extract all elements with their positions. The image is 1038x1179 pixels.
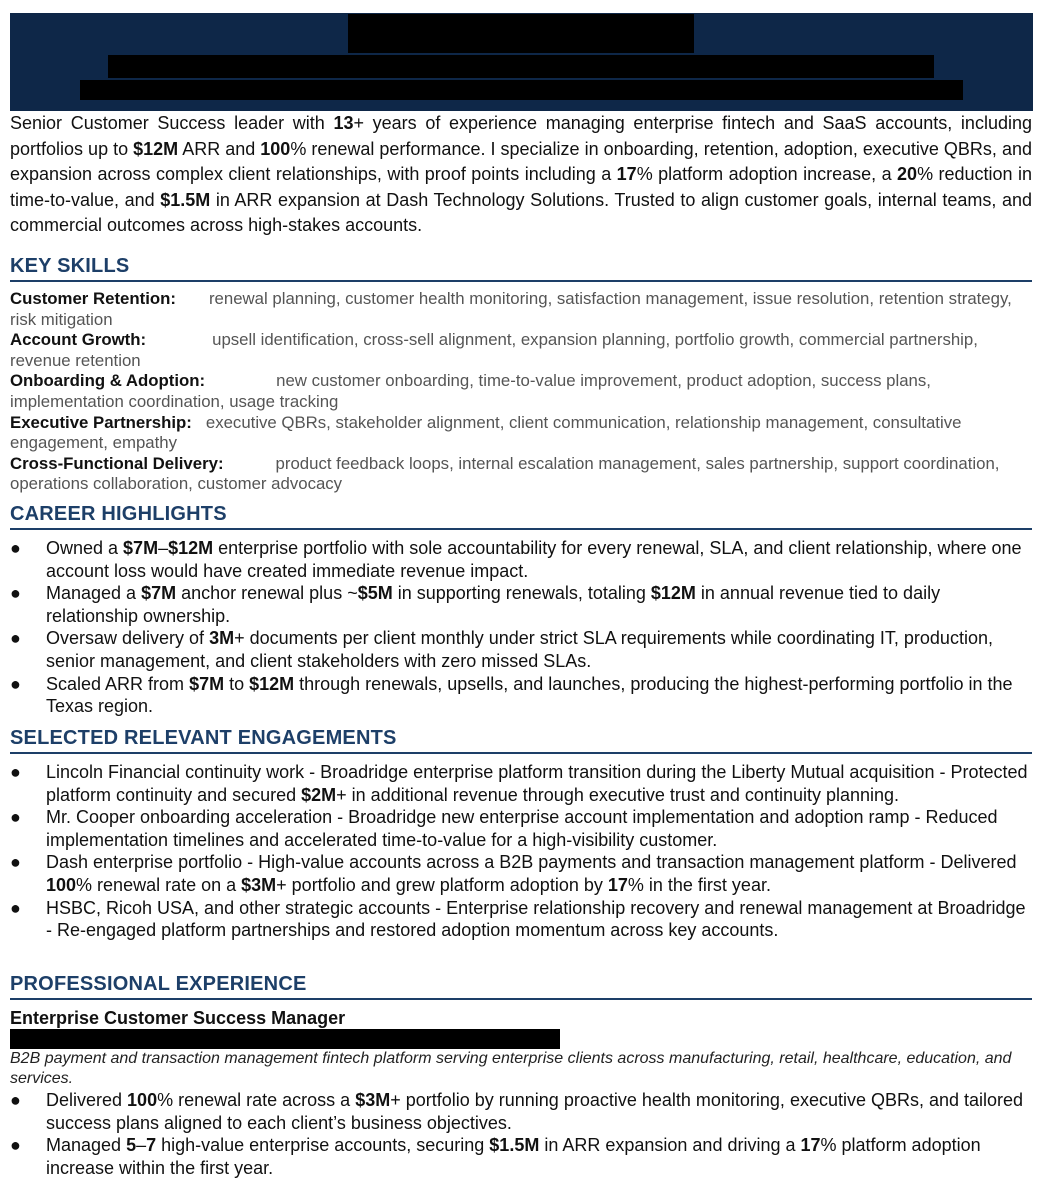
emphasis-text: $7M (189, 673, 225, 694)
list-item (10, 673, 1032, 718)
emphasis-text: $12M (650, 583, 696, 604)
skill-value: executive QBRs, stakeholder alignment, client communication, relationship management, consultative engagement, empathy (10, 412, 962, 453)
text-run: ARR and (178, 138, 261, 159)
emphasis-text: 3M (209, 628, 235, 649)
skill-label: Onboarding & Adoption: (10, 371, 206, 391)
text-run: Managed (46, 1135, 127, 1156)
text-run: + years of experience managing enterprise fintech and SaaS accounts, including portfolios up to (10, 113, 1032, 159)
text-run: % in the first year. (627, 874, 771, 895)
list-item (10, 582, 1032, 627)
text-run: – (136, 1135, 147, 1156)
list-item (10, 1134, 1032, 1179)
emphasis-text: 100 (260, 138, 291, 159)
emphasis-text: $2M (301, 784, 337, 805)
emphasis-text: $1.5M (489, 1135, 540, 1156)
section-key-skills: KEY SKILLS (10, 253, 1032, 282)
emphasis-text: $5M (357, 583, 393, 604)
text-run: in ARR expansion and driving a (539, 1135, 801, 1156)
emphasis-text: 5 (126, 1135, 137, 1156)
emphasis-text: $12M (168, 538, 214, 558)
redacted-employer (10, 1029, 560, 1049)
skill-value: product feedback loops, internal escalation management, sales partnership, support coordination, operations collaboration, customer advocacy (10, 453, 1000, 494)
engagements-list (10, 761, 1032, 942)
text-run: Delivered (46, 1090, 128, 1110)
emphasis-text: $3M (355, 1090, 391, 1110)
emphasis-text: 17 (616, 164, 637, 185)
text-run: % platform adoption increase, a (636, 164, 898, 185)
emphasis-text: 100 (46, 874, 77, 895)
text-run: in supporting renewals, totaling (392, 583, 651, 604)
text-run: high-value enterprise accounts, securing (156, 1135, 490, 1156)
text-run: Oversaw delivery of (46, 628, 210, 649)
text-run: % renewal rate across a (157, 1090, 356, 1110)
emphasis-text: 13 (333, 113, 354, 133)
text-run: in annual revenue tied to daily relationship ownership. (46, 583, 941, 626)
list-item (10, 806, 1032, 851)
skill-value: new customer onboarding, time-to-value improvement, product adoption, success plans, implementation coordination, usage tracking (10, 371, 931, 411)
text-run: Managed a (46, 583, 142, 604)
section-career-highlights: CAREER HIGHLIGHTS (10, 501, 1032, 530)
section-selected-engagements: SELECTED RELEVANT ENGAGEMENTS (10, 725, 1032, 754)
text-run: + documents per client monthly under strict SLA requirements while coordinating IT, production, senior management, and client stakeholders with zero missed SLAs. (46, 628, 993, 671)
skill-value: renewal planning, customer health monitoring, satisfaction management, issue resolution, retention strategy, risk mitigation (10, 289, 1012, 329)
bullet-icon: ● (10, 583, 21, 604)
summary-paragraph (10, 111, 1032, 239)
emphasis-text: $12M (133, 138, 179, 159)
emphasis-text: $7M (141, 583, 177, 604)
emphasis-text: $7M (123, 538, 159, 558)
emphasis-text: $12M (249, 673, 295, 694)
skill-value: upsell identification, cross-sell alignment, expansion planning, portfolio growth, commercial partnership, revenue retention (10, 330, 978, 370)
list-item (10, 897, 1032, 942)
skill-label: Cross-Functional Delivery: (10, 453, 224, 473)
text-run: + portfolio and grew platform adoption by (276, 874, 608, 895)
bullet-icon: ● (10, 807, 21, 828)
text-run: in ARR expansion at Dash Technology Solutions. Trusted to align customer goals, internal teams, and commercial outcomes across high-stakes accounts. (10, 189, 1032, 236)
text-run: % platform adoption increase within the first year. (46, 1135, 981, 1178)
skill-label: Customer Retention: (10, 289, 176, 308)
text-run: enterprise portfolio with sole accountability for every renewal, SLA, and client relationship, where one account loss would have created immediate revenue impact. (46, 538, 1022, 581)
emphasis-text: 20 (897, 164, 918, 185)
text-run: + portfolio by running proactive health monitoring, executive QBRs, and tailored success plans aligned to each client’s business objectives. (46, 1090, 1024, 1133)
section-professional-experience: PROFESSIONAL EXPERIENCE (10, 971, 1032, 1000)
skill-label: Executive Partnership: (10, 412, 192, 432)
text-run: – (158, 538, 169, 558)
bullet-icon: ● (10, 762, 21, 782)
experience-bullets (10, 1089, 1032, 1179)
emphasis-text: 17 (607, 874, 628, 895)
skills-list (10, 289, 1032, 495)
redacted-headline (108, 55, 934, 78)
job-title: Enterprise Customer Success Manager (10, 1008, 346, 1028)
header-band (10, 13, 1033, 111)
list-item (10, 1089, 1032, 1134)
list-item (10, 627, 1032, 672)
highlights-list (10, 537, 1032, 718)
text-run: + in additional revenue through executive trust and continuity planning. (336, 784, 900, 805)
text-run: % renewal performance. I specialize in onboarding, retention, adoption, executive QBRs, and expansion across complex client relationships, with proof points including a (10, 138, 1032, 185)
bullet-icon: ● (10, 673, 21, 694)
text-run: % reduction in time-to-value, and (10, 164, 1032, 210)
text-run: Mr. Cooper onboarding acceleration - Broadridge new enterprise account implementation and adoption ramp - Reduced implementation timelines and accelerated time-to-value for a high-visibility customer. (46, 807, 998, 850)
skill-row (10, 454, 1032, 495)
text-run: through renewals, upsells, and launches, producing the highest-performing portfolio in the Texas region. (46, 673, 1013, 717)
emphasis-text: 7 (146, 1135, 157, 1156)
company-description: B2B payment and transaction management fintech platform serving enterprise clients across manufacturing, retail, healthcare, education, and services. (10, 1050, 1012, 1087)
redacted-name (348, 14, 694, 53)
emphasis-text: $3M (241, 874, 277, 895)
skill-label: Account Growth: (10, 330, 147, 350)
emphasis-text: 17 (800, 1135, 821, 1156)
emphasis-text: 100 (127, 1090, 158, 1110)
text-run: Senior Customer Success leader with (10, 113, 334, 133)
text-run: Lincoln Financial continuity work - Broadridge enterprise platform transition during the Liberty Mutual acquisition - Protected platform continuity and secured (46, 762, 1028, 805)
bullet-icon: ● (10, 852, 21, 873)
skill-row (10, 289, 1032, 330)
emphasis-text: $1.5M (160, 189, 211, 210)
skill-row (10, 371, 1032, 412)
list-item (10, 537, 1032, 582)
text-run: Scaled ARR from (46, 673, 190, 694)
redacted-contact (80, 80, 963, 100)
bullet-icon: ● (10, 1135, 21, 1156)
text-run: % renewal rate on a (76, 874, 242, 895)
bullet-icon: ● (10, 538, 21, 558)
bullet-icon: ● (10, 628, 21, 649)
skill-row (10, 413, 1032, 454)
text-run: HSBC, Ricoh USA, and other strategic accounts - Enterprise relationship recovery and renewal management at Broadridge - Re-engaged platform partnerships and restored adoption momentum across key accounts. (46, 897, 1026, 941)
list-item (10, 851, 1032, 896)
skill-row (10, 330, 1032, 371)
text-run: Owned a (46, 538, 124, 558)
list-item (10, 761, 1032, 806)
text-run: Dash enterprise portfolio - High-value accounts across a B2B payments and transaction management platform - Delivered (46, 852, 1017, 873)
text-run: to (224, 673, 250, 694)
text-run: anchor renewal plus ~ (176, 583, 358, 604)
bullet-icon: ● (10, 897, 21, 918)
bullet-icon: ● (10, 1090, 21, 1110)
